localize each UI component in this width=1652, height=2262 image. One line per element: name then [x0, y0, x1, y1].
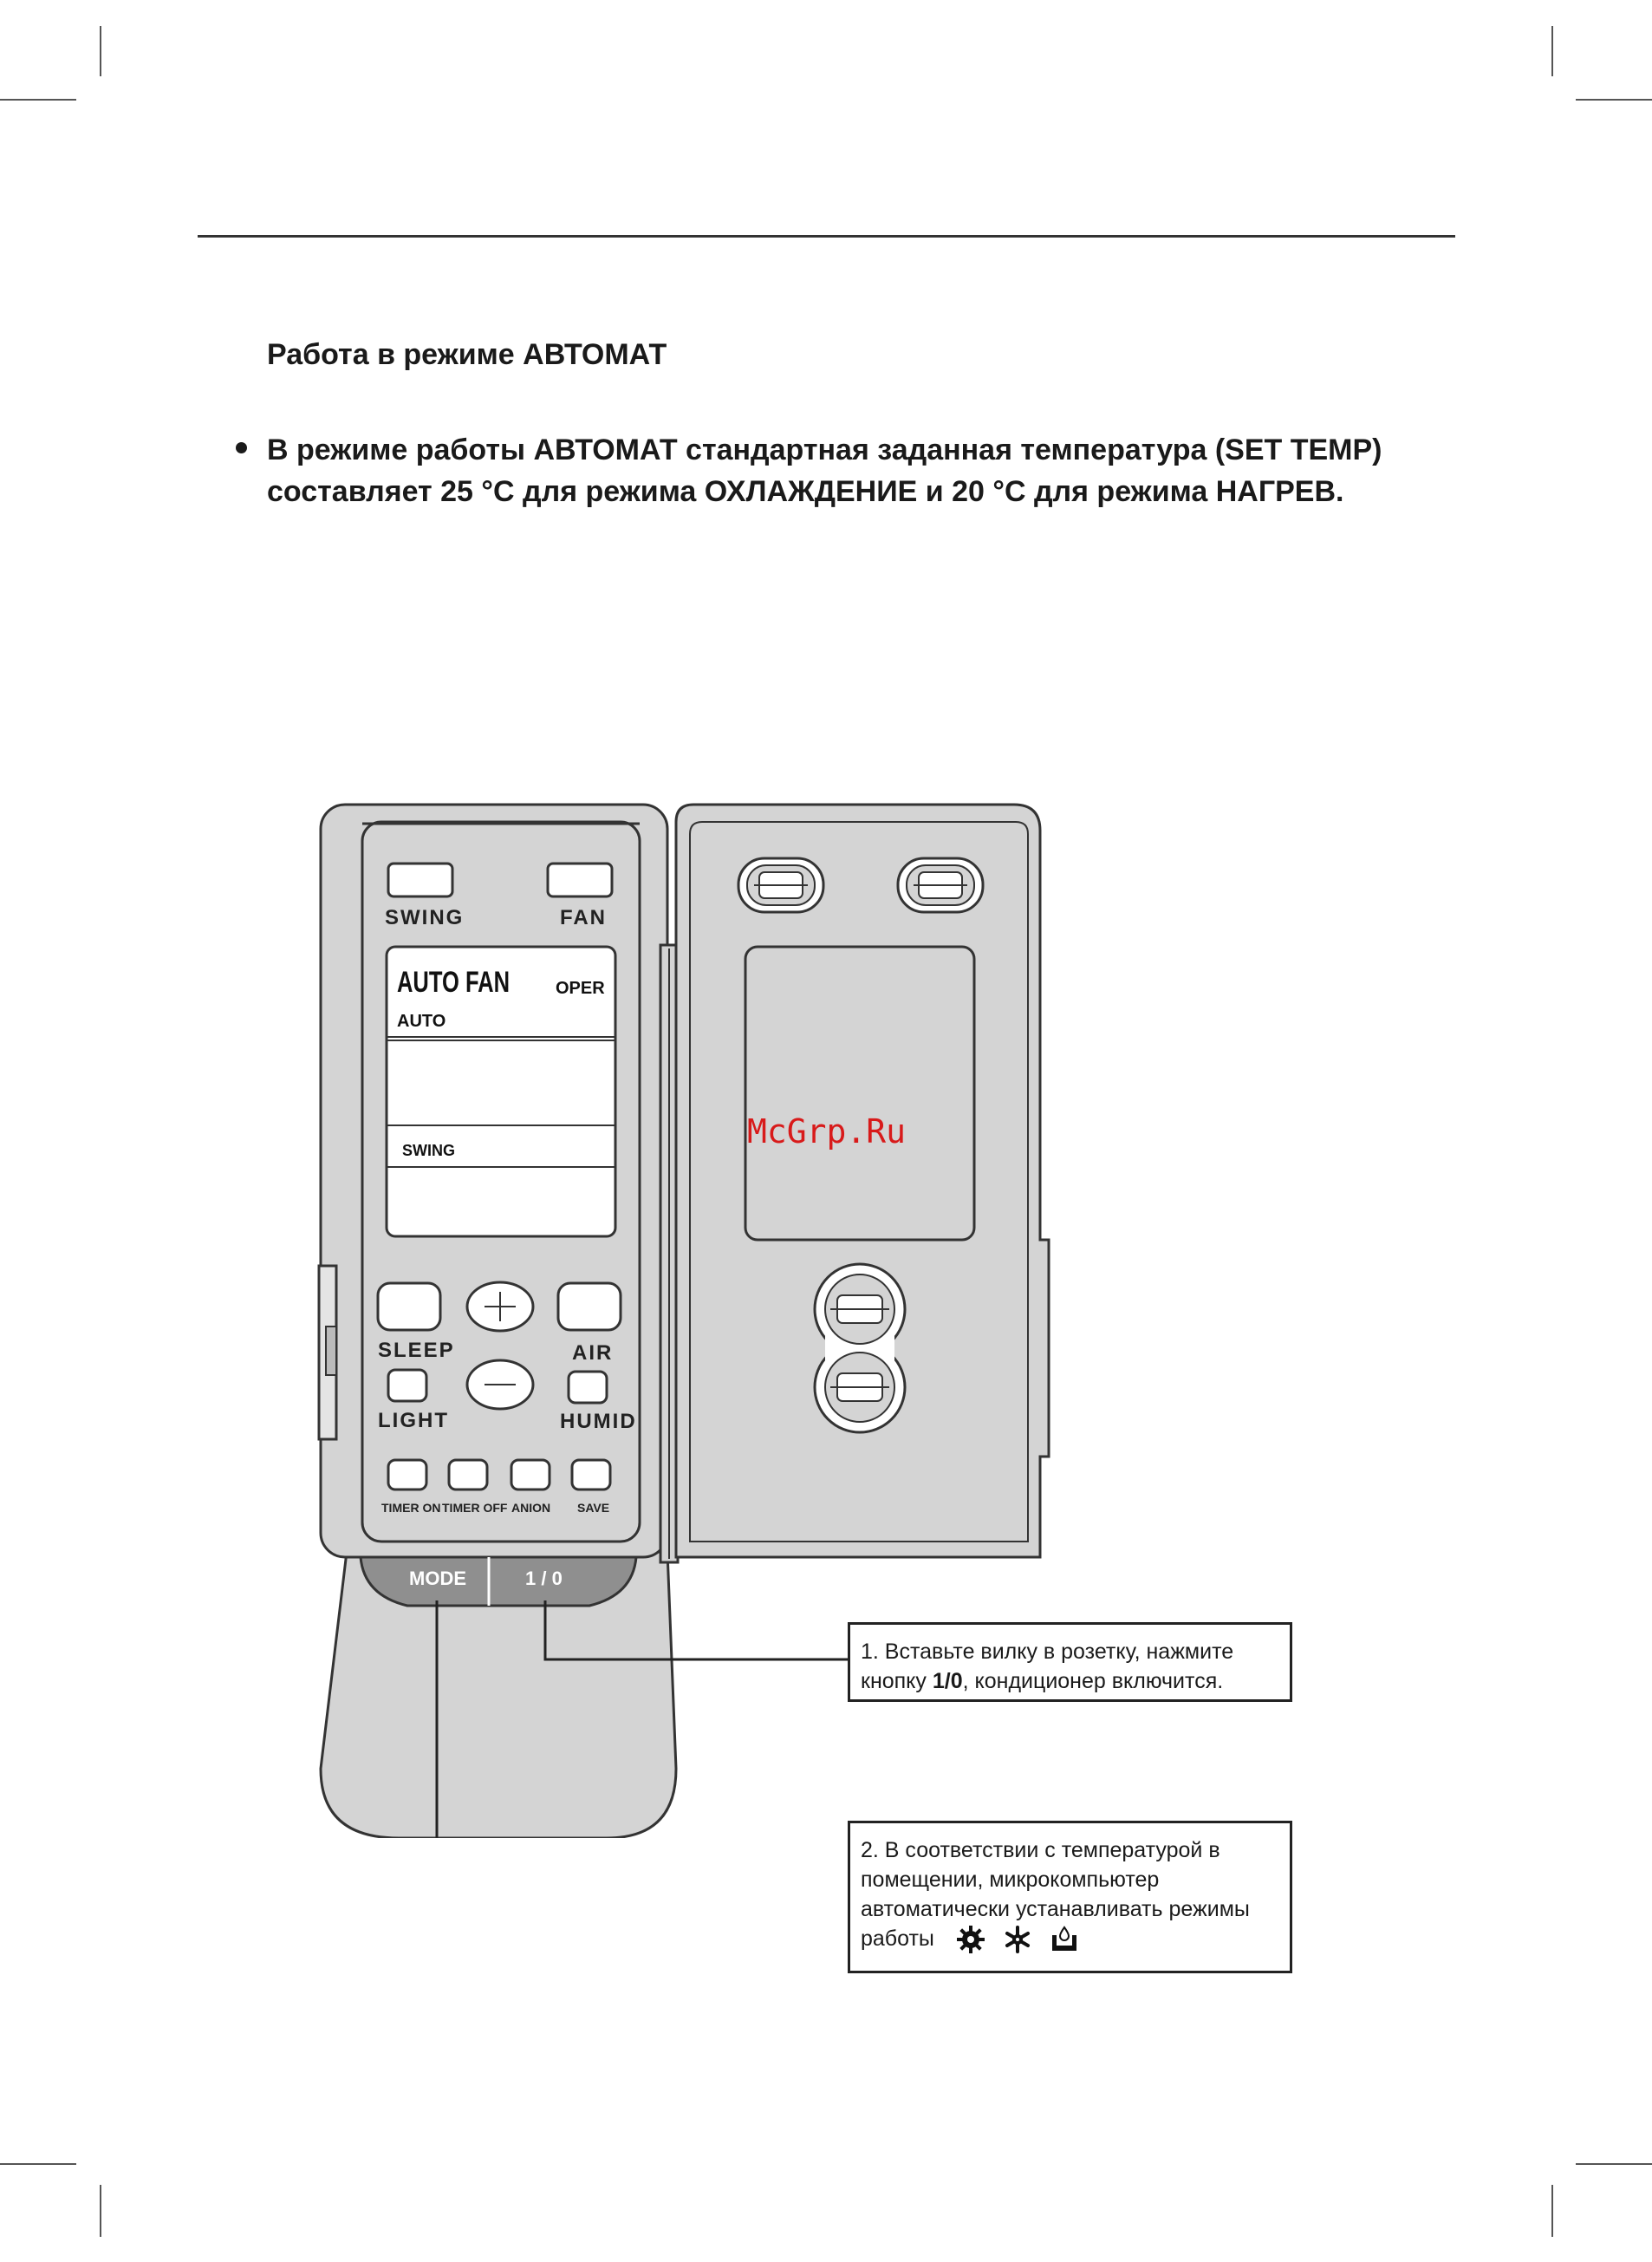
power-button[interactable]: 1 / 0 [525, 1568, 563, 1589]
crop-mark [1576, 2163, 1652, 2165]
callout-step-2-line-4: работы [861, 1924, 1279, 1954]
mode-button[interactable]: MODE [409, 1568, 466, 1589]
display-auto-fan: AUTO FAN [397, 966, 510, 999]
battery-clip-left [738, 858, 823, 912]
cover-window [745, 947, 974, 1240]
crop-mark [1551, 2185, 1553, 2237]
section-title: Работа в режиме АВТОМАТ [267, 338, 667, 371]
sleep-button[interactable] [378, 1283, 440, 1330]
light-label: LIGHT [378, 1409, 449, 1432]
air-label: AIR [572, 1341, 614, 1365]
anion-button[interactable] [511, 1460, 550, 1490]
fan-label: FAN [560, 906, 607, 929]
battery-clip-right [898, 858, 983, 912]
watermark: McGrp.Ru [747, 1112, 907, 1151]
display-auto: AUTO [397, 1012, 446, 1031]
timer-off-label: TIMER OFF [442, 1501, 508, 1515]
timer-on-label: TIMER ON [381, 1501, 441, 1515]
fan-button[interactable] [548, 864, 612, 896]
callout-step-2-line-2: помещении, микрокомпьютер [861, 1868, 1160, 1892]
display-oper: OPER [556, 979, 605, 998]
bullet-icon [236, 442, 247, 453]
callout-step-2-line-3: автоматически устанавливать режимы [861, 1897, 1250, 1921]
timer-off-button[interactable] [449, 1460, 487, 1490]
sleep-label: SLEEP [378, 1339, 455, 1362]
callout-step-1 [848, 1622, 1292, 1702]
save-button[interactable] [572, 1460, 610, 1490]
display-swing: SWING [402, 1142, 455, 1159]
crop-mark [0, 2163, 76, 2165]
save-label: SAVE [577, 1501, 610, 1515]
bullet-text-line-1: В режиме работы АВТОМАТ стандартная заданная температура (SET TEMP) [267, 433, 1382, 466]
mode-power-strip [361, 1557, 636, 1606]
callout-step-2 [848, 1821, 1292, 1973]
snowflake-icon [1003, 1925, 1032, 1954]
crop-mark [1551, 26, 1553, 76]
remote-side-slot-inner [326, 1327, 336, 1375]
light-button[interactable] [388, 1370, 426, 1401]
callout-step-2-line-1: 2. В соответствии с температурой в [861, 1838, 1220, 1862]
swing-button[interactable] [388, 864, 452, 896]
bullet-text-line-2: составляет 25 °С для режима ОХЛАЖДЕНИЕ и 20 °С для режима НАГРЕВ. [267, 475, 1344, 508]
crop-mark [100, 26, 101, 76]
humid-button[interactable] [569, 1372, 607, 1403]
header-rule [198, 235, 1455, 238]
crop-mark [1576, 99, 1652, 101]
callout-step-1-line-1: 1. Вставьте вилку в розетку, нажмите [861, 1639, 1234, 1664]
timer-on-button[interactable] [388, 1460, 426, 1490]
humid-label: HUMID [560, 1410, 637, 1433]
dehumidify-icon [1050, 1925, 1079, 1954]
air-button[interactable] [558, 1283, 621, 1330]
crop-mark [100, 2185, 101, 2237]
callout-step-1-line-2: кнопку 1/0, кондиционер включится. [861, 1669, 1224, 1693]
crop-mark [0, 99, 76, 101]
sun-gear-icon [956, 1925, 985, 1954]
anion-label: ANION [511, 1501, 551, 1515]
swing-label: SWING [385, 906, 465, 929]
power-key-ref: 1/0 [932, 1669, 963, 1693]
battery-compartment [815, 1264, 905, 1432]
